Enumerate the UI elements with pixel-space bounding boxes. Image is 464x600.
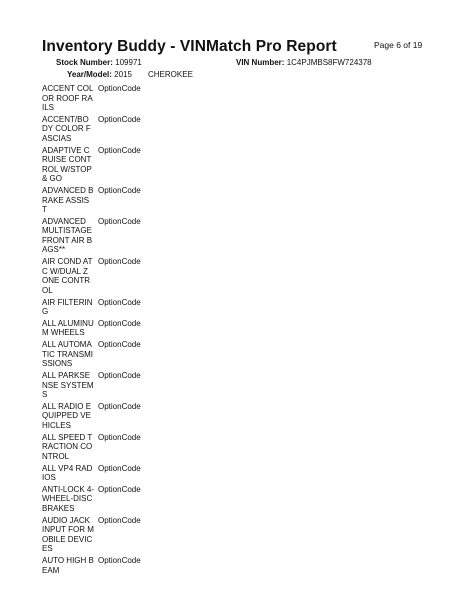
option-name: ADAPTIVE CRUISE CONTROL W/STOP & GO bbox=[42, 145, 92, 184]
option-name: ACCENT COLOR ROOF RAILS bbox=[42, 84, 94, 112]
option-type: OptionCode bbox=[98, 432, 141, 442]
option-name: ACCENT/BODY COLOR FASCIAS bbox=[42, 114, 91, 143]
option-row bbox=[42, 319, 172, 338]
option-name: ALL RADIO EQUIPPED VEHICLES bbox=[42, 401, 92, 430]
option-name: AUTO HIGH BEAM bbox=[42, 556, 94, 575]
option-row bbox=[42, 556, 172, 575]
option-row bbox=[42, 115, 172, 144]
option-name: ALL PARKSENSE SYSTEMS bbox=[42, 371, 94, 400]
option-row bbox=[42, 84, 172, 113]
option-name: ALL SPEED TRACTION CONTROL bbox=[42, 432, 93, 461]
option-type: OptionCode bbox=[98, 297, 141, 307]
option-name: ALL ALUMINUM WHEELS bbox=[42, 318, 94, 338]
option-row bbox=[42, 433, 172, 462]
option-row bbox=[42, 257, 172, 295]
option-name: AIR FILTERING bbox=[42, 297, 93, 317]
vin-number-value: 1C4PJMBS8FW724378 bbox=[286, 58, 372, 67]
stock-number-value: 109971 bbox=[115, 58, 142, 67]
option-name: ALL AUTOMATIC TRANSMISSIONS bbox=[42, 340, 93, 369]
report-title: Inventory Buddy - VINMatch Pro Report bbox=[42, 38, 337, 55]
option-type: OptionCode bbox=[98, 145, 141, 155]
option-name: ADVANCED BRAKE ASSIST bbox=[42, 186, 94, 215]
page-number: Page 6 of 19 bbox=[374, 40, 423, 50]
option-type: OptionCode bbox=[98, 401, 141, 411]
year-model-label: Year/Model: bbox=[67, 70, 112, 79]
option-list bbox=[42, 84, 172, 578]
option-name: ANTI-LOCK 4-WHEEL-DISC BRAKES bbox=[42, 484, 95, 513]
option-type: OptionCode bbox=[98, 186, 141, 196]
option-type: OptionCode bbox=[98, 371, 141, 381]
option-type: OptionCode bbox=[98, 318, 141, 328]
option-row bbox=[42, 146, 172, 184]
option-type: OptionCode bbox=[98, 515, 141, 525]
stock-number bbox=[56, 58, 142, 67]
year-model bbox=[67, 70, 132, 79]
option-name: ADVANCED MULTISTAGE FRONT AIR BAGS** bbox=[42, 216, 93, 255]
option-row bbox=[42, 485, 172, 514]
option-type: OptionCode bbox=[98, 340, 141, 350]
option-row bbox=[42, 516, 172, 554]
model-value: CHEROKEE bbox=[148, 70, 193, 79]
option-name: AUDIO JACK INPUT FOR MOBILE DEVICES bbox=[42, 515, 94, 554]
option-name: AIR COND ATC W/DUAL ZONE CONTROL bbox=[42, 257, 93, 295]
vin-number-label: VIN Number: bbox=[236, 58, 285, 67]
option-row bbox=[42, 371, 172, 400]
option-type: OptionCode bbox=[98, 216, 141, 226]
option-type: OptionCode bbox=[98, 484, 141, 494]
option-type: OptionCode bbox=[98, 84, 141, 93]
option-row bbox=[42, 464, 172, 483]
option-row bbox=[42, 217, 172, 255]
option-type: OptionCode bbox=[98, 114, 141, 124]
option-name: ALL VP4 RADIOS bbox=[42, 463, 93, 483]
option-row bbox=[42, 298, 172, 317]
option-row bbox=[42, 402, 172, 431]
option-row bbox=[42, 186, 172, 215]
year-value: 2015 bbox=[114, 70, 132, 79]
option-type: OptionCode bbox=[98, 257, 141, 267]
vin-number bbox=[236, 58, 372, 67]
option-row bbox=[42, 340, 172, 369]
stock-number-label: Stock Number: bbox=[56, 58, 113, 67]
option-type: OptionCode bbox=[98, 463, 141, 473]
option-type: OptionCode bbox=[98, 556, 141, 566]
